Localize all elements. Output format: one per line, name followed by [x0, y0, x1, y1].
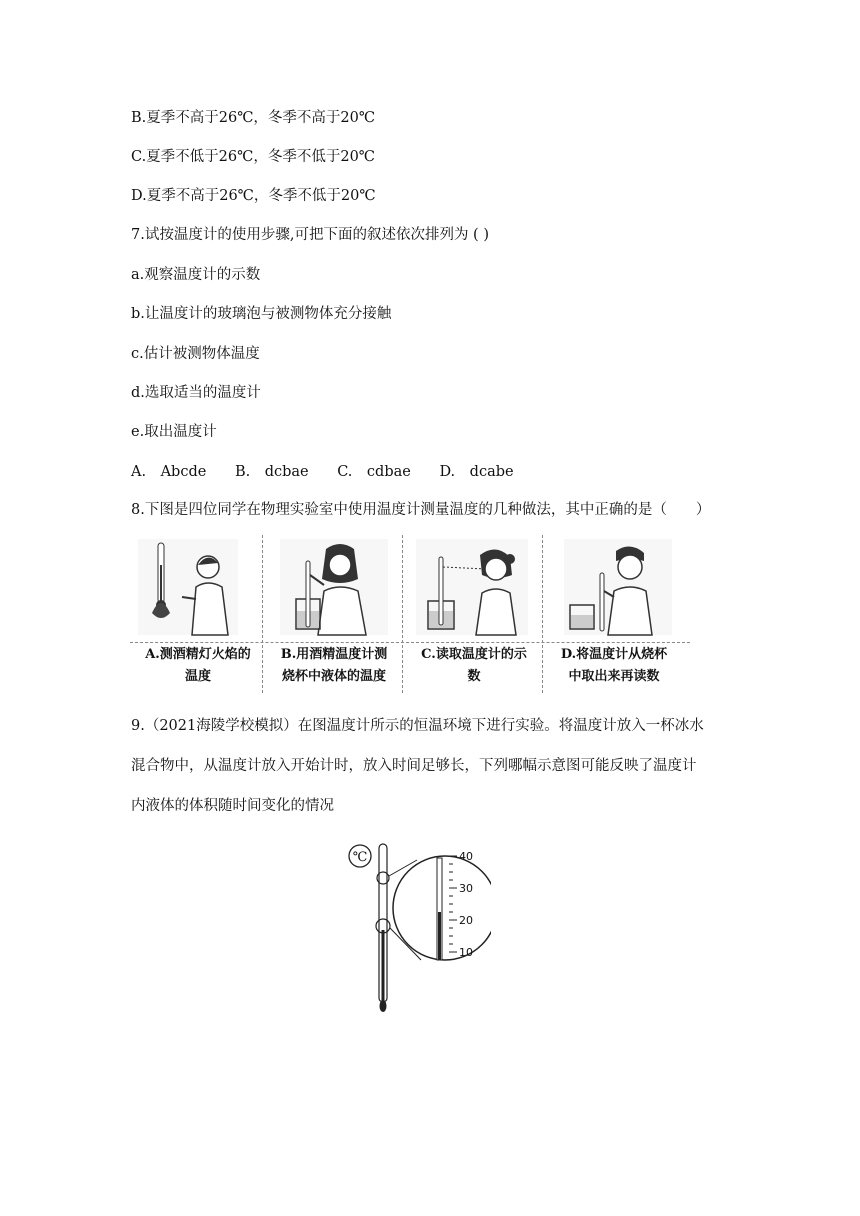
line-option-b: B.夏季不高于26℃，冬季不高于20℃	[131, 110, 376, 126]
q7-step-b: b.让温度计的玻璃泡与被测物体充分接触	[131, 306, 392, 322]
question-9-line-2: 混合物中，从温度计放入开始计时，放入时间足够长，下列哪幅示意图可能反映了温度计	[131, 758, 697, 774]
q8-panel-a	[130, 535, 266, 693]
q7-options	[131, 460, 538, 481]
celsius-symbol: ℃	[352, 850, 368, 865]
q8-caption-b-line1: B.用酒精温度计测	[280, 647, 388, 662]
q8-panel-d	[546, 535, 682, 693]
q8-caption-c-line2: 数	[467, 669, 481, 684]
question-7: 7.试按温度计的使用步骤,可把下面的叙述依次排列为 ( )	[131, 227, 489, 243]
q8-caption-b	[266, 644, 402, 688]
q8-figure-row	[130, 535, 690, 693]
q7-step-d: d.选取适当的温度计	[131, 385, 261, 401]
line-option-c: C.夏季不低于26℃，冬季不低于20℃	[131, 149, 376, 165]
q8-caption-d-line1: D.将温度计从烧杯	[560, 647, 668, 662]
q8-caption-a-line1: A.测酒精灯火焰的	[145, 647, 251, 662]
scale-label-10: 10	[459, 946, 473, 959]
scale-label-20: 20	[459, 914, 473, 927]
q7-step-a: a.观察温度计的示数	[131, 267, 261, 283]
q8-panel-c	[406, 535, 542, 693]
q7-option-b: B. dcbae	[234, 464, 309, 480]
scale-label-30: 30	[459, 882, 473, 895]
panel-divider	[402, 535, 403, 693]
q8-panel-b	[266, 535, 402, 693]
q7-option-d: D. dcabe	[439, 464, 514, 480]
q8-caption-c	[406, 644, 542, 688]
girl-beaker-illustration	[266, 535, 402, 641]
q8-caption-c-line1: C.读取温度计的示	[421, 647, 527, 662]
q7-step-c: c.估计被测物体温度	[131, 346, 260, 362]
q8-caption-b-line2: 烧杯中液体的温度	[281, 669, 386, 684]
q8-caption-a	[130, 644, 266, 688]
question-9-line-3: 内液体的体积随时间变化的情况	[131, 798, 334, 814]
question-9-line-1: 9.（2021海陵学校模拟）在图温度计所示的恒温环境下进行实验。将温度计放入一杯冰水	[131, 718, 704, 734]
panel-divider	[542, 535, 543, 693]
scale-label-40: 40	[459, 850, 473, 863]
line-option-d: D.夏季不高于26℃，冬季不低于20℃	[131, 188, 376, 204]
q7-option-c: C. cdbae	[337, 464, 411, 480]
q8-caption-d	[546, 644, 682, 688]
q7-option-a: A. Abcde	[131, 464, 207, 480]
girl-reading-illustration	[406, 535, 542, 641]
question-8: 8.下图是四位同学在物理实验室中使用温度计测量温度的几种做法，其中正确的是（ ）	[131, 502, 711, 518]
q8-caption-d-line2: 中取出来再读数	[568, 669, 660, 684]
boy-removing-illustration	[546, 535, 682, 641]
q9-thermometer-figure	[345, 838, 491, 1016]
thermometer-diagram	[345, 838, 491, 1016]
q7-step-e: e.取出温度计	[131, 424, 217, 440]
flame-thermometer-illustration	[130, 535, 266, 641]
q8-caption-a-line2: 温度	[184, 669, 211, 684]
